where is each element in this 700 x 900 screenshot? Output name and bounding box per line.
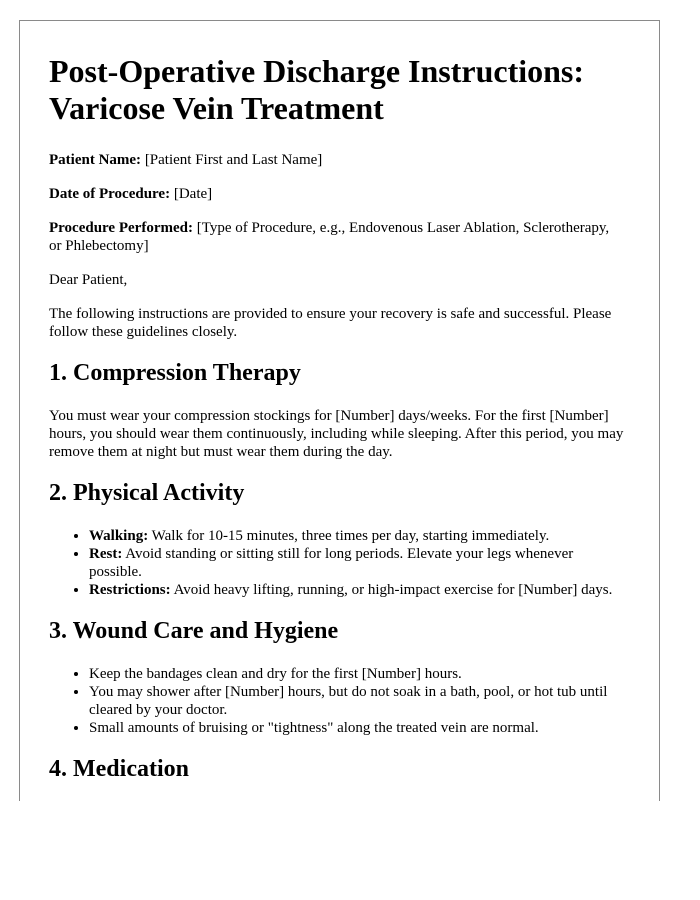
patient-name-field: [49, 151, 624, 169]
field-label: Patient Name:: [49, 152, 142, 168]
section-heading-activity: 2. Physical Activity: [49, 480, 245, 506]
field-value: [Date]: [170, 186, 213, 202]
section-heading-medication: 4. Medication: [49, 756, 189, 782]
field-value: [Type of Procedure, e.g., Endovenous Laser Ablation, Sclerotherapy, or Phlebectomy]: [49, 220, 610, 254]
procedure-performed-field: [49, 219, 624, 255]
list-item: • You may shower after [Number] hours, but do not soak in a bath, pool, or hot tub until cleared by your doctor.: [89, 683, 624, 719]
procedure-date-field: [49, 185, 624, 203]
list-item: • Small amounts of bruising or "tightness" along the treated vein are normal.: [89, 719, 624, 737]
field-value: [Patient First and Last Name]: [141, 152, 323, 168]
list-item: [89, 545, 624, 581]
item-label: Rest:: [89, 546, 123, 562]
list-item: [89, 581, 624, 599]
item-text: Walk for 10-15 minutes, three times per day, starting immediately.: [148, 528, 550, 544]
document-content: [49, 21, 624, 783]
item-text: Avoid heavy lifting, running, or high-impact exercise for [Number] days.: [170, 582, 613, 598]
intro-paragraph: The following instructions are provided to ensure your recovery is safe and successful. Please follow these guidelines closely.: [49, 306, 612, 340]
list-item: • Keep the bandages clean and dry for the first [Number] hours.: [89, 665, 624, 683]
section-heading-wound-care: 3. Wound Care and Hygiene: [49, 618, 339, 644]
item-label: Restrictions:: [89, 582, 171, 598]
document-page: [19, 20, 660, 801]
list-item: [89, 527, 624, 545]
section-heading-compression: 1. Compression Therapy: [49, 360, 301, 386]
greeting: Dear Patient,: [49, 272, 128, 288]
compression-paragraph: You must wear your compression stockings for [Number] days/weeks. For the first [Number] hours, you should wear them continuously, including while sleeping. After this period, you may remove them at night but must wear them during the day.: [49, 408, 624, 460]
field-label: Date of Procedure:: [49, 186, 171, 202]
wound-care-list: [49, 665, 624, 737]
item-label: Walking:: [89, 528, 149, 544]
document-title: Post-Operative Discharge Instructions: Varicose Vein Treatment: [49, 53, 585, 126]
field-label: Procedure Performed:: [49, 220, 193, 236]
activity-list: [49, 527, 624, 599]
item-text: Avoid standing or sitting still for long periods. Elevate your legs whenever possible.: [89, 546, 574, 580]
